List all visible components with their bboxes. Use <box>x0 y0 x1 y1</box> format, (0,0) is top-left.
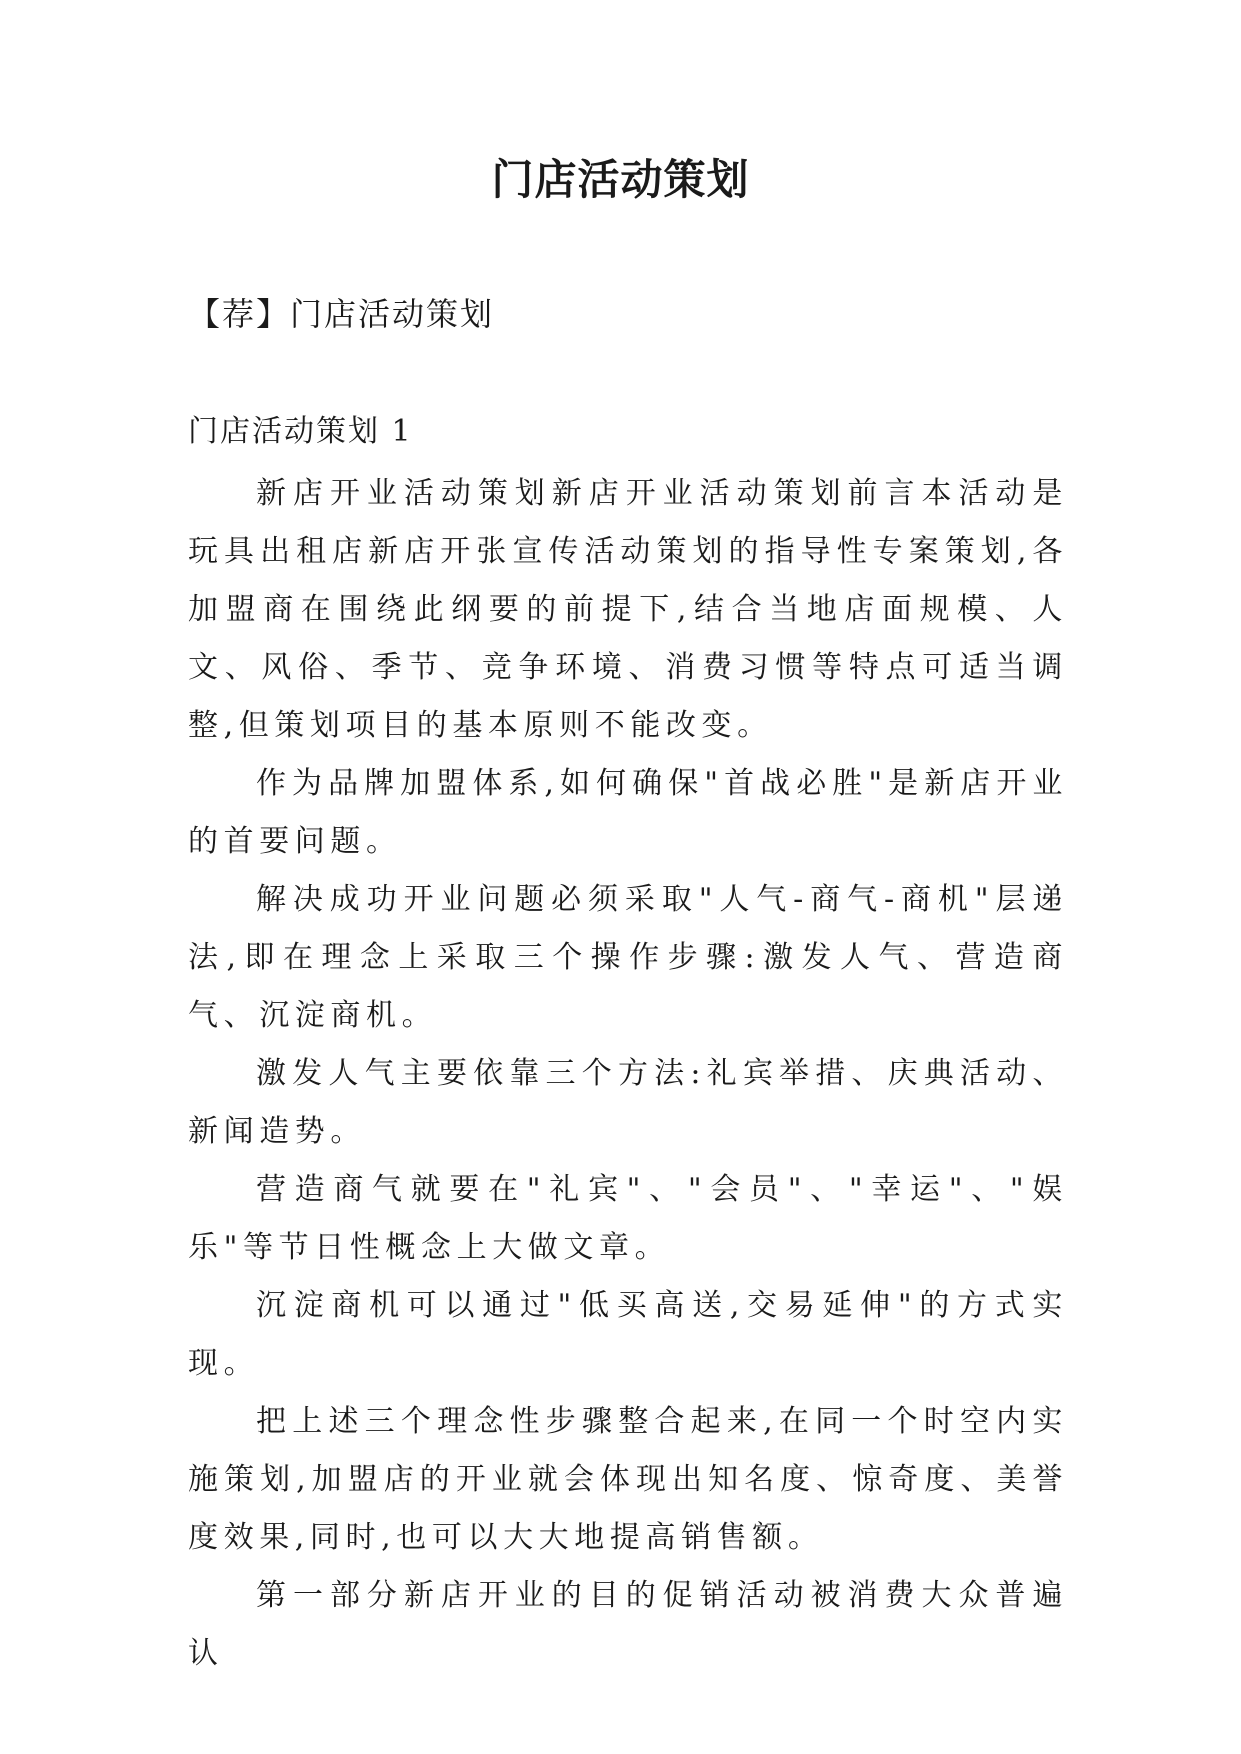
document-title: 门店活动策划 <box>491 155 750 204</box>
paragraph-7: 把上述三个理念性步骤整合起来,在同一个时空内实施策划,加盟店的开业就会体现出知名度、惊奇度、美誉度效果,同时,也可以大大地提高销售额。 <box>188 1404 1068 1555</box>
paragraph-6: 沉淀商机可以通过"低买高送,交易延伸"的方式实现。 <box>188 1288 1068 1381</box>
paragraph-4: 激发人气主要依靠三个方法:礼宾举措、庆典活动、新闻造势。 <box>188 1056 1068 1149</box>
paragraph-1: 新店开业活动策划新店开业活动策划前言本活动是玩具出租店新店开张宣传活动策划的指导性专案策划,各加盟商在围绕此纲要的前提下,结合当地店面规模、人文、风俗、季节、竞争环境、消费习惯等特点可适当调整,但策划项目的基本原则不能改变。 <box>188 476 1068 743</box>
document-subtitle: 【荐】门店活动策划 <box>188 295 495 333</box>
paragraph-3: 解决成功开业问题必须采取"人气-商气-商机"层递法,即在理念上采取三个操作步骤:激发人气、营造商气、沉淀商机。 <box>188 882 1068 1033</box>
paragraph-5: 营造商气就要在"礼宾"、"会员"、"幸运"、"娱乐"等节日性概念上大做文章。 <box>188 1172 1068 1265</box>
paragraph-2: 作为品牌加盟体系,如何确保"首战必胜"是新店开业的首要问题。 <box>188 766 1068 859</box>
section-heading: 门店活动策划 1 <box>188 414 413 449</box>
document-body <box>188 465 1068 1683</box>
paragraph-8: 第一部分新店开业的目的促销活动被消费大众普遍认 <box>188 1578 1068 1671</box>
